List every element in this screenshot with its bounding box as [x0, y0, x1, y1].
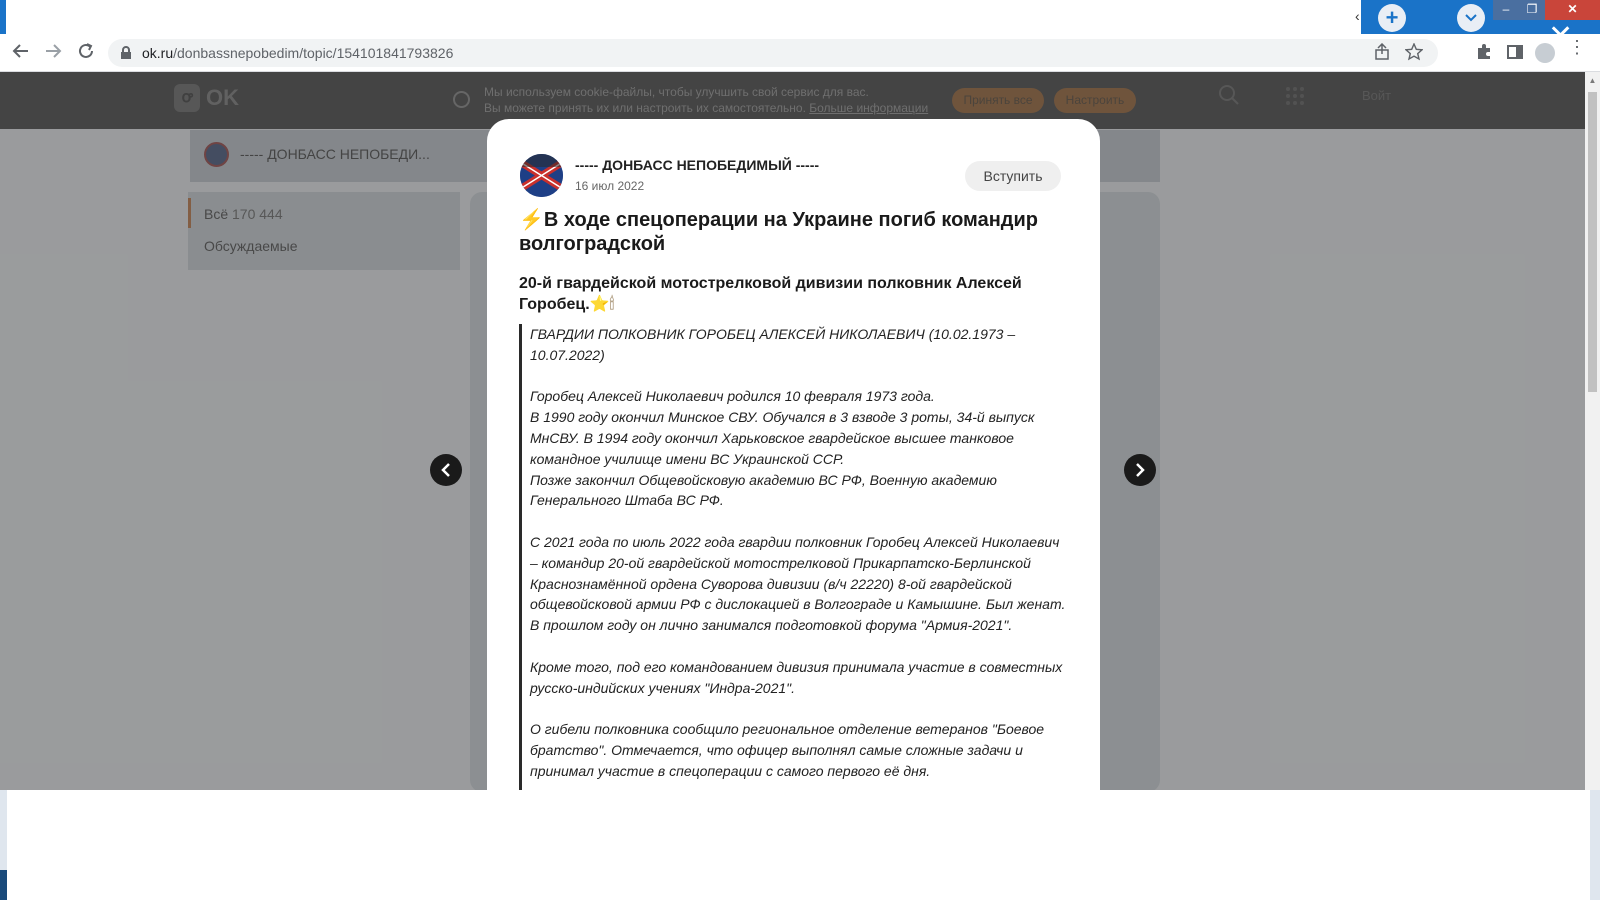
side-panel-button[interactable] — [1506, 43, 1526, 63]
next-post-button[interactable] — [1124, 454, 1156, 486]
taskbar-edge — [0, 870, 7, 900]
star-icon: ⭐ — [589, 296, 610, 313]
maximize-button[interactable]: ❐ — [1519, 0, 1545, 20]
tab-search-button[interactable] — [1457, 4, 1485, 32]
quote-paragraph: ГВАРДИИ ПОЛКОВНИК ГОРОБЕЦ АЛЕКСЕЙ НИКОЛАЕВИЧ (10.02.1973 – 10.07.2022) — [530, 326, 1016, 363]
candle-icon: 🕯 — [609, 296, 615, 313]
minimize-button[interactable]: – — [1493, 0, 1519, 20]
browser-tab[interactable] — [6, 0, 1361, 34]
reload-icon — [77, 42, 95, 60]
reload-button[interactable] — [75, 42, 97, 64]
post-date: 16 июл 2022 — [575, 179, 645, 193]
post-subtitle — [519, 273, 1064, 315]
address-bar[interactable] — [108, 39, 1438, 67]
share-icon — [1373, 43, 1391, 61]
quote-paragraph: Горобец Алексей Николаевич родился 10 февраля 1973 года. В 1990 году окончил Минское СВУ. Обучался в 3 взводе 3 роты, 34-й выпуск МнСВУ. В 1994 году окончил Харьковское гвардейское высшее танковое командное училище имени ВС Украинской ССР. Позже закончил Общевойсковую академию ВС РФ, Военную академию Генерального Штаба ВС РФ. — [530, 388, 1035, 509]
scrollbar-thumb[interactable] — [1588, 92, 1597, 392]
post-group-name[interactable]: ----- ДОНБАСС НЕПОБЕДИМЫЙ ----- — [575, 157, 820, 173]
new-tab-button[interactable]: + — [1378, 4, 1406, 32]
post-quote-block — [519, 324, 1069, 790]
browser-toolbar — [0, 34, 1600, 72]
chevron-right-icon — [1133, 462, 1147, 478]
scroll-up-arrow[interactable]: ▲ — [1588, 76, 1597, 85]
previous-post-button[interactable] — [430, 454, 462, 486]
puzzle-icon — [1475, 43, 1493, 61]
post-title-text: В ходе спецоперации на Украине погиб командир волгоградской — [519, 209, 1038, 255]
group-flag-icon — [520, 154, 563, 197]
post-subtitle-text: 20-й гвардейской мотострелковой дивизии полковник Алексей Горобец. — [519, 275, 1022, 313]
post-modal — [487, 119, 1100, 790]
extensions-button[interactable] — [1475, 43, 1495, 63]
back-button[interactable] — [10, 42, 32, 64]
chevron-down-icon — [1465, 13, 1477, 23]
join-group-button[interactable]: Вступить — [965, 161, 1061, 191]
blank-bottom-area — [7, 790, 1590, 900]
share-button[interactable] — [1373, 43, 1393, 63]
browser-menu-button[interactable]: ⋮ — [1568, 37, 1586, 57]
modal-close-button[interactable]: ✕ — [1548, 20, 1574, 53]
tab-scroll-button[interactable]: ‹ — [1355, 8, 1360, 24]
window-close-button[interactable]: ✕ — [1545, 0, 1600, 20]
quote-paragraph: Кроме того, под его командованием дивизия принимала участие в совместных русско-индийских учениях "Индра-2021". — [530, 658, 1063, 696]
lightning-icon: ⚡ — [519, 209, 544, 231]
url-text[interactable]: ok.ru/donbassnepobedim/topic/154101841793826 — [142, 45, 454, 61]
quote-paragraph: О гибели полковника сообщило региональное отделение ветеранов "Боевое братство". Отмечается, что офицер выполнял самые сложные задачи и принимал участие в спецоперации с самого первого её дня. — [530, 721, 1045, 779]
lock-icon — [120, 46, 132, 60]
arrow-left-icon — [12, 42, 30, 60]
chevron-left-icon — [439, 462, 453, 478]
side-panel-icon — [1506, 43, 1524, 61]
star-icon — [1405, 43, 1423, 61]
window-controls — [1493, 0, 1600, 20]
forward-button[interactable] — [42, 42, 64, 64]
quote-paragraph: С 2021 года по июль 2022 года гвардии полковник Горобец Алексей Николаевич – командир 20-ой гвардейской мотострелковой Прикарпатско-Берлинской Краснознамённой ордена Суворова дивизии (в/ч 22220) 8-ой гвардейской общевойсковой армии РФ с дислокацией в Волгограде и Камышине. Был женат. В прошлом году он лично занимался подготовкой форума "Армия-2021". — [530, 533, 1066, 634]
post-title — [519, 208, 1064, 256]
bookmark-button[interactable] — [1405, 43, 1425, 63]
page-scrollbar[interactable] — [1585, 72, 1600, 790]
browser-tabstrip — [0, 0, 1600, 34]
post-group-avatar[interactable] — [520, 154, 563, 197]
arrow-right-icon — [44, 42, 62, 60]
